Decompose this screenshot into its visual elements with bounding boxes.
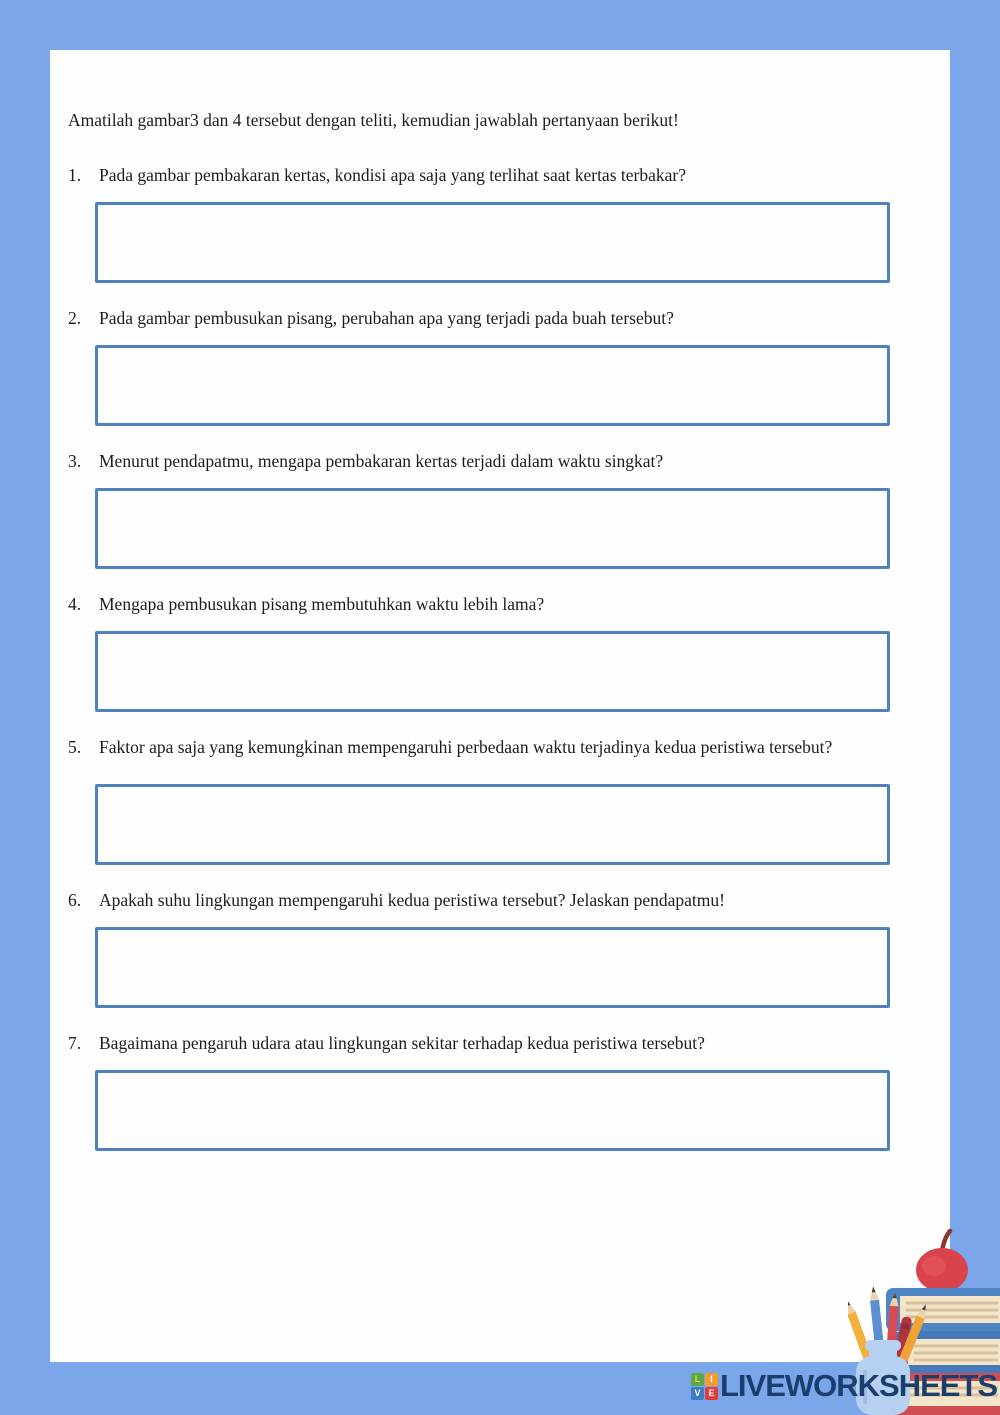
worksheet-page xyxy=(50,50,950,1363)
question-number: 6. xyxy=(68,890,82,910)
question-block-7 xyxy=(68,1030,897,1151)
answer-input-1[interactable] xyxy=(95,202,890,283)
logo-block-v: V xyxy=(691,1387,704,1400)
question-text: Menurut pendapatmu, mengapa pembakaran kertas terjadi dalam waktu singkat? xyxy=(99,451,664,471)
question-block-6 xyxy=(68,887,897,1008)
instruction-text: Amatilah gambar3 dan 4 tersebut dengan teliti, kemudian jawablah pertanyaan berikut! xyxy=(68,110,679,130)
logo-block-i: I xyxy=(705,1373,718,1386)
question-text: Mengapa pembusukan pisang membutuhkan waktu lebih lama? xyxy=(99,594,545,614)
worksheet-content xyxy=(50,50,950,1151)
live-blocks-icon xyxy=(691,1373,718,1400)
brand-wordmark: LIVEWORKSHEETS xyxy=(720,1368,998,1403)
answer-input-3[interactable] xyxy=(95,488,890,569)
liveworksheets-logo xyxy=(691,1368,998,1403)
question-block-5 xyxy=(68,734,897,865)
question-number: 1. xyxy=(68,165,82,185)
question-block-3 xyxy=(68,448,897,569)
question-block-2 xyxy=(68,305,897,426)
answer-input-6[interactable] xyxy=(95,927,890,1008)
answer-input-5[interactable] xyxy=(95,784,890,865)
question-number: 3. xyxy=(68,451,82,471)
apple-icon xyxy=(916,1231,968,1292)
question-text: Bagaimana pengaruh udara atau lingkungan sekitar terhadap kedua peristiwa tersebut? xyxy=(99,1033,705,1053)
question-number: 2. xyxy=(68,308,82,328)
question-text: Apakah suhu lingkungan mempengaruhi kedua peristiwa tersebut? Jelaskan pendapatmu! xyxy=(99,890,725,910)
answer-input-4[interactable] xyxy=(95,631,890,712)
logo-block-e: E xyxy=(705,1387,718,1400)
question-number: 5. xyxy=(68,737,82,757)
question-block-4 xyxy=(68,591,897,712)
answer-input-2[interactable] xyxy=(95,345,890,426)
logo-block-l: L xyxy=(691,1373,704,1386)
question-text: Pada gambar pembakaran kertas, kondisi apa saja yang terlihat saat kertas terbakar? xyxy=(99,165,686,185)
question-block-1 xyxy=(68,162,897,283)
question-text: Faktor apa saja yang kemungkinan mempengaruhi perbedaan waktu terjadinya kedua peristiwa tersebut? xyxy=(99,737,833,757)
question-text: Pada gambar pembusukan pisang, perubahan apa yang terjadi pada buah tersebut? xyxy=(99,308,674,328)
question-number: 7. xyxy=(68,1033,82,1053)
question-number: 4. xyxy=(68,594,82,614)
answer-input-7[interactable] xyxy=(95,1070,890,1151)
